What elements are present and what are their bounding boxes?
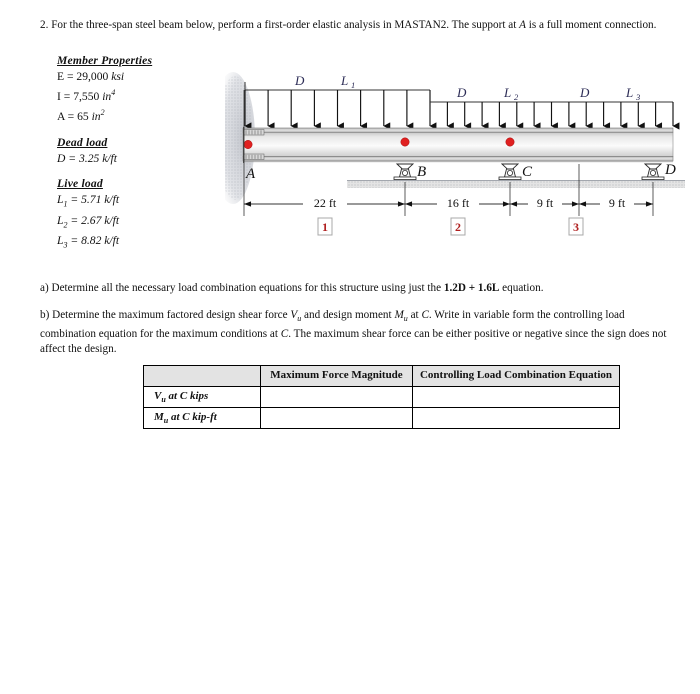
problem-text-1: For the three-span steel beam below, perform a first-order elastic analysis in MASTAN2. The support at	[51, 19, 520, 31]
member-number-1: 1	[322, 220, 328, 234]
question-b-text-4: . Write in variable form the controlling load combination equation for the maximum conditions at	[40, 309, 625, 340]
table-row	[144, 386, 620, 407]
question-b-text-5: . The maximum shear force can be either positive or negative since the sign does not affect the design.	[40, 327, 667, 356]
dimension-span-3: 9 ft	[536, 196, 554, 210]
member-properties-heading: Member Properties	[57, 54, 153, 67]
load-label-l2: L	[504, 85, 512, 100]
beam-diagram	[225, 70, 685, 245]
table-header-row	[144, 366, 620, 387]
support-label-d: D	[665, 162, 676, 178]
property-e: E = 29,000 ksi	[57, 70, 125, 84]
question-b-text-3: at	[407, 309, 422, 321]
question-b-var-c1: C	[421, 309, 429, 321]
dead-load-value: D = 3.25 k/ft	[57, 151, 117, 165]
table-header-controlling-eq: Controlling Load Combination Equation	[413, 366, 620, 387]
question-a-suffix: equation.	[499, 282, 544, 294]
row-label-mu: $M_u$ at C kip-ft	[144, 407, 261, 428]
live-load-3: $L_3 = 8.82$ k/ft	[57, 234, 120, 250]
question-b-var-v-sub: u	[297, 314, 302, 324]
load-span-2-3	[430, 102, 673, 126]
load-label-l2-sub: 2	[514, 92, 519, 102]
member-number-2: 2	[455, 220, 461, 234]
question-a-prefix: a) Determine all the necessary load combination equations for this structure using just the	[40, 282, 444, 294]
member-number-tags	[318, 218, 583, 235]
node-b	[401, 138, 409, 146]
live-load-2: $L_2 = 2.67$ k/ft	[57, 213, 120, 229]
load-label-d3: D	[580, 85, 590, 100]
live-load-heading: Live load	[57, 176, 103, 190]
question-b-text-1: b) Determine the maximum factored design shear force	[40, 309, 291, 321]
cell-mu-equation[interactable]	[413, 407, 620, 428]
beam-member	[243, 128, 673, 162]
support-label-c: C	[522, 164, 533, 180]
dimension-span-4: 9 ft	[608, 196, 626, 210]
cell-vu-equation[interactable]	[413, 386, 620, 407]
support-label-a: A	[246, 166, 256, 182]
load-label-l3: L	[626, 85, 634, 100]
dimension-span-1: 22 ft	[313, 196, 337, 210]
live-load-1: $L_1 = 5.71$ k/ft	[57, 193, 120, 209]
cell-vu-force[interactable]	[261, 386, 413, 407]
question-a-equation: 1.2D + 1.6L	[443, 282, 500, 294]
question-a	[40, 281, 674, 297]
load-label-l1: L	[341, 73, 349, 88]
cell-mu-force[interactable]	[261, 407, 413, 428]
support-label-b: B	[417, 164, 427, 180]
support-b-roller	[394, 164, 416, 180]
dimension-labels	[303, 196, 634, 210]
problem-var-a: A	[519, 19, 526, 31]
problem-statement	[40, 18, 674, 34]
member-number-3: 3	[573, 220, 579, 234]
question-b	[40, 308, 674, 358]
question-b-text-2: and design moment	[301, 309, 395, 321]
table-row	[144, 407, 620, 428]
load-label-d1: D	[295, 73, 305, 88]
load-label-d2: D	[457, 85, 467, 100]
question-b-var-m-sub: u	[403, 314, 408, 324]
dimension-span-2: 16 ft	[446, 196, 470, 210]
property-a: A = 65 $in^2$	[57, 108, 105, 124]
load-span-1	[245, 82, 430, 126]
dead-load-heading: Dead load	[57, 135, 108, 149]
answer-table	[143, 365, 620, 429]
support-labels	[245, 162, 676, 182]
support-d-roller	[642, 164, 664, 180]
table-header-max-force: Maximum Force Magnitude	[261, 366, 413, 387]
question-b-var-c2: C	[280, 327, 289, 340]
load-label-l3-sub: 3	[636, 92, 641, 102]
problem-number: 2.	[40, 19, 49, 31]
load-label-l1-sub: 1	[351, 80, 356, 90]
ground-strip	[347, 180, 685, 188]
load-labels	[294, 73, 640, 102]
row-label-vu: $V_u$ at C kips	[144, 386, 261, 407]
table-header-blank	[144, 366, 261, 387]
properties-block	[57, 53, 237, 254]
problem-text-2: is a full moment connection.	[525, 19, 657, 31]
support-c-roller	[499, 164, 521, 180]
node-a	[244, 140, 252, 148]
question-b-var-v: V	[290, 309, 298, 321]
question-b-var-m: M	[394, 309, 404, 321]
property-i: I = 7,550 $in^4$	[57, 88, 116, 104]
node-c	[506, 138, 514, 146]
